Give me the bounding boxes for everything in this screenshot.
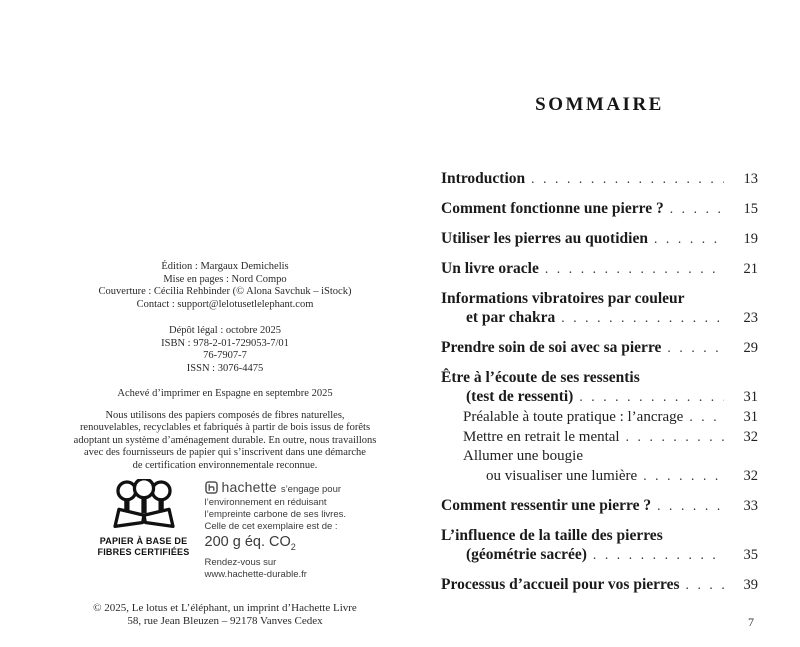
toc-entry [441,368,758,407]
toc-entry-label: Un livre oracle [441,260,539,277]
dot-leader [686,575,724,594]
toc-entry-label: Introduction [441,170,526,187]
paper-note-line: Nous utilisons des papiers composés de fibres naturelles, [105,409,345,421]
copyright-line: 58, rue Jean Bleuzen – 92178 Vanves Cedex [127,615,323,628]
visit-line: Rendez-vous sur [204,556,277,568]
toc-entry-label: Allumer une bougie [463,448,583,464]
credit-line: Mise en pages : Nord Compo [163,273,287,285]
legal-line: ISSN : 3076-4475 [186,362,264,374]
toc-entry-label: Préalable à toute pratique : l’ancrage [463,409,684,425]
certified-paper-label: PAPIER À BASE DE [99,536,188,546]
toc-entry-label: Utiliser les pierres au quotidien [441,230,648,247]
hachette-brand-line [205,479,355,496]
certified-paper-logo [96,479,192,558]
hachette-pledge-block [205,479,355,581]
dot-leader [667,338,724,357]
paper-note-line: adoptant un système d’aménagement durable. En outre, nous travaillons [73,434,377,446]
toc-entry-page: 19 [743,231,758,247]
co2-text: 200 g éq. CO [204,534,291,550]
toc-entry-label-line2: (géométrie sacrée) [466,546,587,563]
certified-paper-label: FIBRES CERTIFIÉES [97,547,190,557]
toc-entry-label: Informations vibratoires par couleur [441,290,685,307]
visit-url: www.hachette-durable.fr [204,568,307,580]
legal-line: ISBN : 978-2-01-729053-7/01 [161,337,289,349]
paper-note-line: de certification environnementale reconnue. [132,459,318,471]
toc-entry-page: 39 [743,577,758,593]
toc-entry-label: Mettre en retrait le mental [463,429,620,445]
paper-note-block [58,410,392,473]
paper-note-line: renouvelables, recyclables et fabriqués à partir de bois issus de forêts [79,422,371,433]
toc-entry-label: Comment fonctionne une pierre ? [441,200,664,217]
toc-entry [441,575,758,595]
legal-block [58,325,392,375]
toc-entry-page: 15 [743,201,758,217]
toc-entry [441,229,758,249]
dot-leader [531,169,724,188]
toc-entry [441,338,758,358]
toc-entry-page: 35 [743,547,758,563]
co2-subscript: 2 [290,541,296,552]
toc-page [441,94,758,630]
credits-block [58,261,392,311]
dot-leader [643,466,724,485]
toc-entry [441,289,758,328]
toc-entry [441,496,758,516]
toc-entry-label: Prendre soin de soi avec sa pierre [441,339,662,356]
trees-book-icon [96,479,192,533]
dot-leader [626,427,724,446]
toc-entry-page: 31 [743,389,758,405]
toc-entry-label: L’influence de la taille des pierres [441,527,663,544]
dot-leader [670,199,724,218]
toc-entry-label: Processus d’accueil pour vos pierres [441,576,680,593]
hachette-logo-icon [205,481,218,498]
toc-entry-page: 31 [743,409,758,425]
pledge-line: Celle de cet exemplaire est de : [204,521,338,532]
eco-block [58,479,392,581]
credit-line: Contact : support@lelotusetlelephant.com [136,298,314,310]
toc-entry-page: 13 [743,171,758,187]
toc-entry [441,169,758,189]
hachette-wordmark: hachette [221,479,277,495]
colophon-page [58,261,392,629]
pledge-line: l’environnement en réduisant [204,497,327,508]
toc-entry-label: Comment ressentir une pierre ? [441,497,652,514]
dot-leader [689,407,724,426]
toc-entry-page: 32 [743,429,758,445]
dot-leader [654,229,724,248]
pledge-line: s’engage pour [280,484,342,495]
dot-leader [593,545,724,564]
toc-entry-label-line2: et par chakra [466,309,556,326]
pledge-line: l’empreinte carbone de ses livres. [204,509,347,520]
toc-entry-label-line2: ou visualiser une lumière [486,468,638,484]
printed-note: Achevé d’imprimer en Espagne en septembre 2025 [117,388,333,399]
copyright-block [58,602,392,629]
toc-entry-page: 21 [743,261,758,277]
page-number: 7 [748,615,754,629]
toc-entry [441,259,758,279]
toc-entry [441,199,758,219]
toc-subentry [441,427,758,447]
credit-line: Édition : Margaux Demichelis [161,261,289,272]
toc-entry-label: Être à l’écoute de ses ressentis [441,369,640,386]
legal-line: 76-7907-7 [203,350,247,361]
toc-entry-page: 23 [743,310,758,326]
paper-note-line: avec des fournisseurs de papier qui s’inscrivent dans une démarche [84,447,366,458]
copyright-line: © 2025, Le lotus et L’éléphant, un imprint d’Hachette Livre [93,601,357,614]
page-title: SOMMAIRE [535,94,664,115]
dot-leader [657,496,724,515]
credit-line: Couverture : Cécilia Rehbinder (© Alona Savchuk – iStock) [98,286,352,297]
table-of-contents [441,169,758,595]
co2-value [205,534,355,556]
dot-leader [579,387,724,406]
toc-subentry [441,447,758,486]
toc-entry [441,526,758,565]
dot-leader [561,308,724,327]
toc-entry-label-line2: (test de ressenti) [466,388,574,405]
legal-line: Dépôt légal : octobre 2025 [169,325,281,336]
dot-leader [545,259,724,278]
toc-subentry [441,407,758,427]
toc-entry-page: 32 [743,468,758,484]
toc-entry-page: 29 [743,340,758,356]
toc-entry-page: 33 [743,498,758,514]
